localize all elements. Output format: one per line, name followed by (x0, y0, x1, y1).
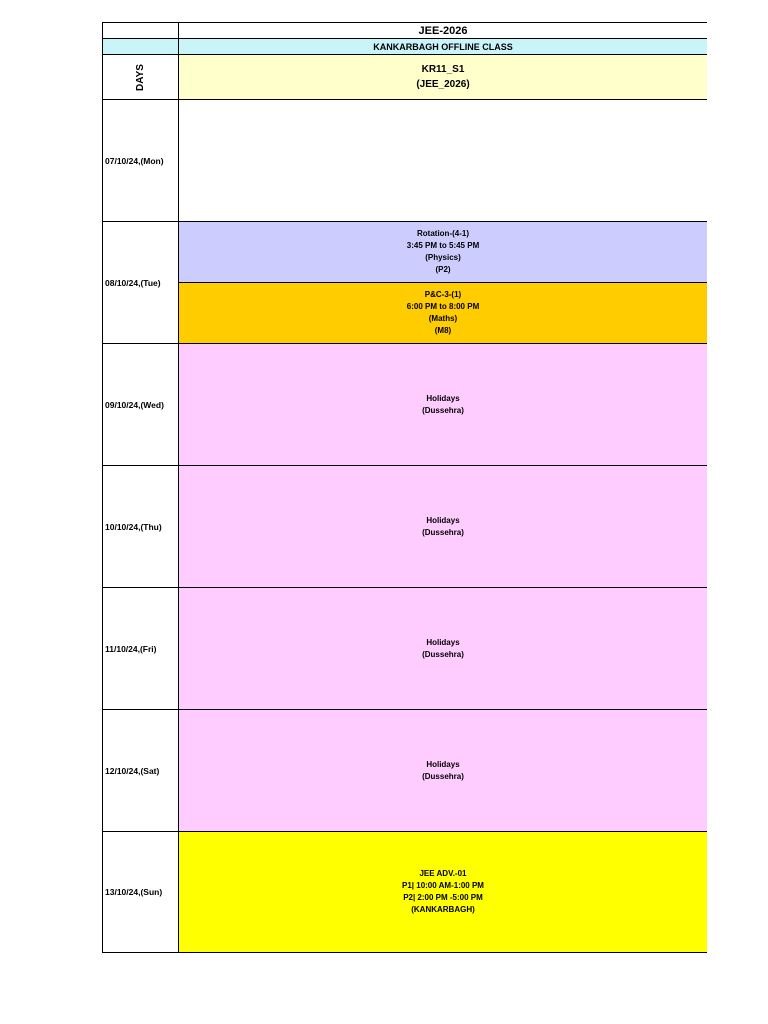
schedule-block: Holidays (Dussehra) (179, 466, 707, 587)
day-schedule-cell (178, 465, 707, 587)
day-row (102, 709, 707, 831)
class-subtitle: KANKARBAGH OFFLINE CLASS (178, 38, 707, 54)
day-row (102, 465, 707, 587)
schedule-block: Rotation-(4-1) 3:45 PM to 5:45 PM (Physics) (P2) (179, 222, 707, 282)
day-row (102, 343, 707, 465)
schedule-block (179, 100, 707, 221)
header-corner-cell (102, 22, 178, 38)
header-corner-cell-2 (102, 38, 178, 54)
batch-header: KR11_S1 (JEE_2026) (178, 54, 707, 99)
timetable-sheet (102, 22, 707, 953)
day-schedule-cell (178, 709, 707, 831)
day-rows (102, 99, 707, 953)
day-row (102, 99, 707, 221)
schedule-block: Holidays (Dussehra) (179, 344, 707, 465)
day-schedule-cell (178, 343, 707, 465)
schedule-block: P&C-3-(1) 6:00 PM to 8:00 PM (Maths) (M8) (179, 282, 707, 343)
day-date-cell: 07/10/24,(Mon) (102, 99, 178, 221)
day-date-cell: 13/10/24,(Sun) (102, 831, 178, 953)
day-date-cell: 11/10/24,(Fri) (102, 587, 178, 709)
day-date-cell: 12/10/24,(Sat) (102, 709, 178, 831)
header-row-subtitle (102, 38, 707, 54)
day-row (102, 221, 707, 343)
day-schedule-cell (178, 221, 707, 343)
header-row-batch (102, 54, 707, 99)
day-date-cell: 10/10/24,(Thu) (102, 465, 178, 587)
day-date-cell: 08/10/24,(Tue) (102, 221, 178, 343)
day-schedule-cell (178, 99, 707, 221)
header-row-title (102, 22, 707, 38)
days-column-header (102, 54, 178, 99)
page-title: JEE-2026 (178, 22, 707, 38)
day-schedule-cell (178, 831, 707, 953)
day-date-cell: 09/10/24,(Wed) (102, 343, 178, 465)
schedule-block: Holidays (Dussehra) (179, 710, 707, 831)
schedule-block: Holidays (Dussehra) (179, 588, 707, 709)
days-label: DAYS (135, 63, 146, 91)
day-row (102, 587, 707, 709)
schedule-block: JEE ADV.-01 P1| 10:00 AM-1:00 PM P2| 2:00 PM -5:00 PM (KANKARBAGH) (179, 832, 707, 952)
day-row (102, 831, 707, 953)
day-schedule-cell (178, 587, 707, 709)
